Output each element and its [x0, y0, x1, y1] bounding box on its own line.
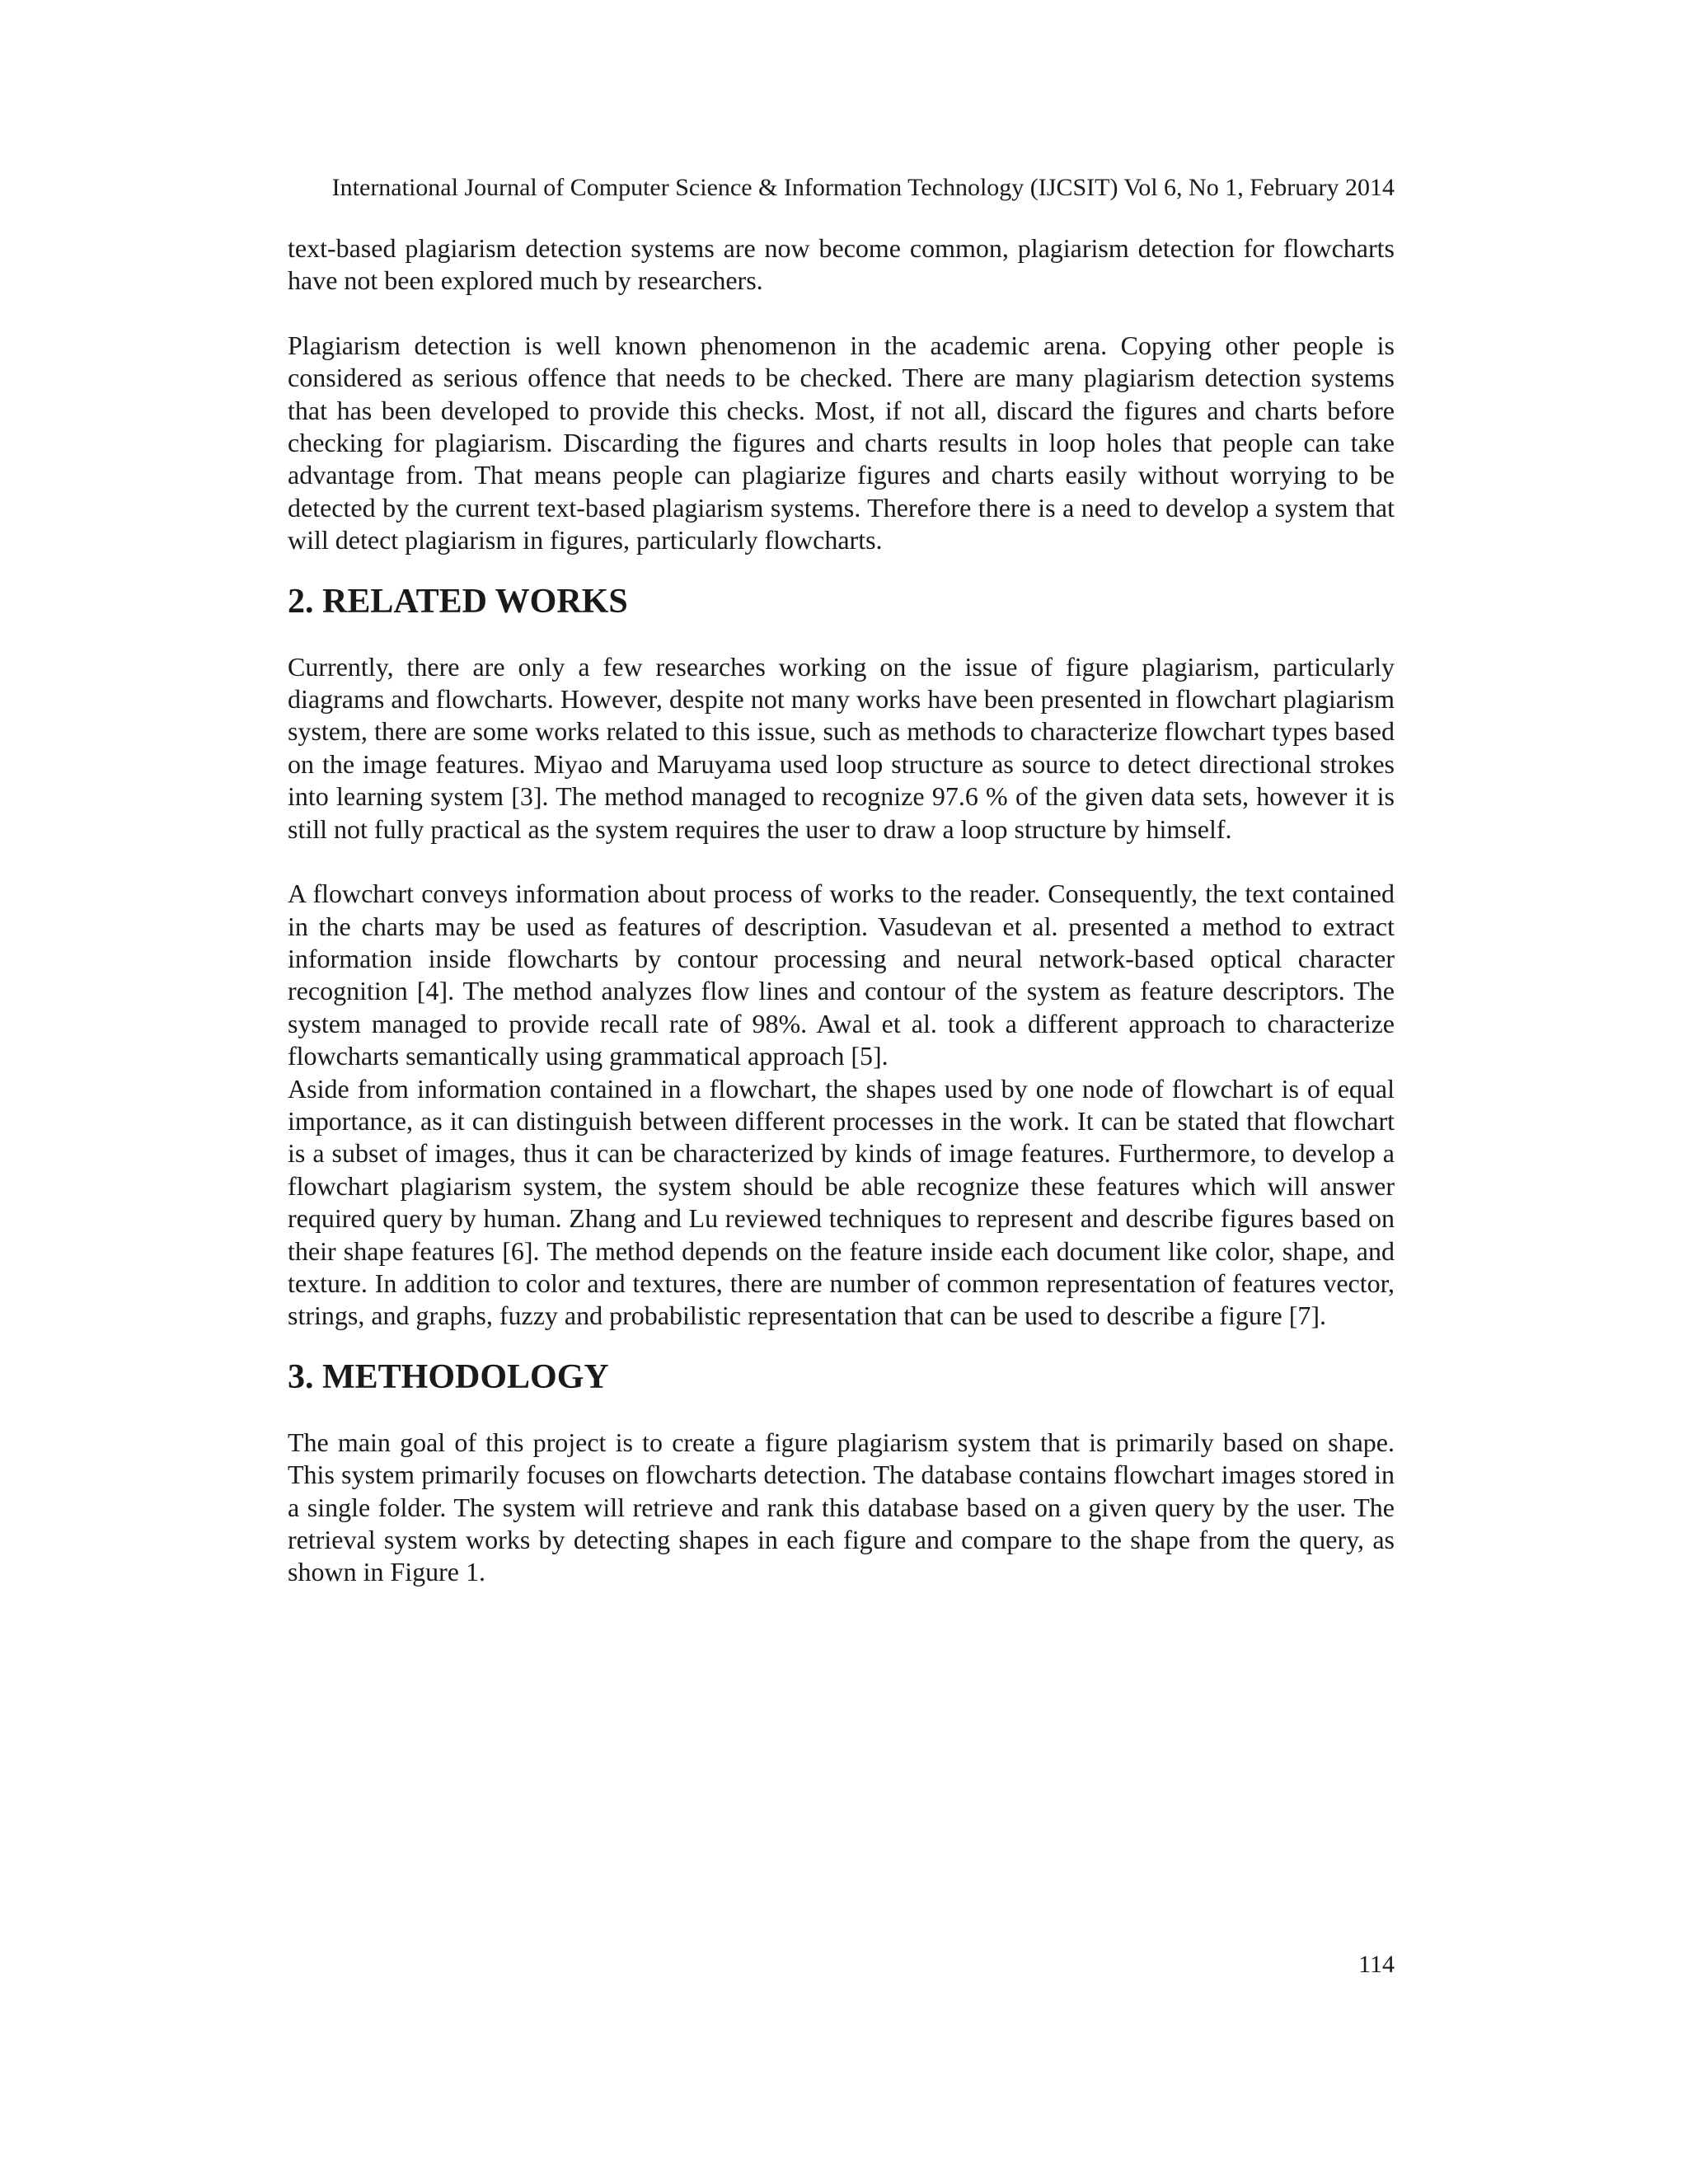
intro-continued-paragraph: text-based plagiarism detection systems are now become common, plagiarism detection for flowcharts have not been explored much by researchers.	[288, 233, 1395, 296]
related-works-paragraph: A flowchart conveys information about process of works to the reader. Consequently, the text contained in the charts may be used as features of description. Vasudevan et al. presented a method to extract information inside flowcharts by contour processing and neural network-based optical character recognition [4]. The method analyzes flow lines and contour of the system as feature descriptors. The system managed to provide recall rate of 98%. Awal et al. took a different approach to characterize flowcharts semantically using grammatical approach [5].	[288, 879, 1395, 1071]
section-heading-related-works: 2. RELATED WORKS	[288, 582, 628, 621]
page-body	[288, 232, 1395, 1589]
paper-page	[288, 0, 1395, 2184]
page-number: 114	[1358, 1951, 1395, 1978]
intro-plagiarism-paragraph: Plagiarism detection is well known phenomenon in the academic arena. Copying other people is considered as serious offence that needs to be checked. There are many plagiarism detection systems that has been developed to provide this checks. Most, if not all, discard the figures and charts before checking for plagiarism. Discarding the figures and charts results in loop holes that people can take advantage from. That means people can plagiarize figures and charts easily without worrying to be detected by the current text-based plagiarism systems. Therefore there is a need to develop a system that will detect plagiarism in figures, particularly flowcharts.	[288, 330, 1395, 555]
related-works-paragraph: Currently, there are only a few researches working on the issue of figure plagiarism, particularly diagrams and flowcharts. However, despite not many works have been presented in flowchart plagiarism system, there are some works related to this issue, such as methods to characterize flowchart types based on the image features. Miyao and Maruyama used loop structure as source to detect directional strokes into learning system [3]. The method managed to recognize 97.6 % of the given data sets, however it is still not fully practical as the system requires the user to draw a loop structure by himself.	[288, 651, 1395, 844]
methodology-paragraph: The main goal of this project is to create a figure plagiarism system that is primarily based on shape. This system primarily focuses on flowcharts detection. The database contains flowchart images stored in a single folder. The system will retrieve and rank this database based on a given query by the user. The retrieval system works by detecting shapes in each figure and compare to the shape from the query, as shown in Figure 1.	[288, 1427, 1395, 1587]
section-heading-methodology: 3. METHODOLOGY	[288, 1357, 609, 1396]
running-header: International Journal of Computer Science & Information Technology (IJCSIT) Vol 6, No 1, February 2014	[331, 174, 1395, 201]
related-works-paragraph: Aside from information contained in a flowchart, the shapes used by one node of flowchart is of equal importance, as it can distinguish between different processes in the work. It can be stated that flowchart is a subset of images, thus it can be characterized by kinds of image features. Furthermore, to develop a flowchart plagiarism system, the system should be able recognize these features which will answer required query by human. Zhang and Lu reviewed techniques to represent and describe figures based on their shape features [6]. The method depends on the feature inside each document like color, shape, and texture. In addition to color and textures, there are number of common representation of features vector, strings, and graphs, fuzzy and probabilistic representation that can be used to describe a figure [7].	[288, 1073, 1395, 1331]
